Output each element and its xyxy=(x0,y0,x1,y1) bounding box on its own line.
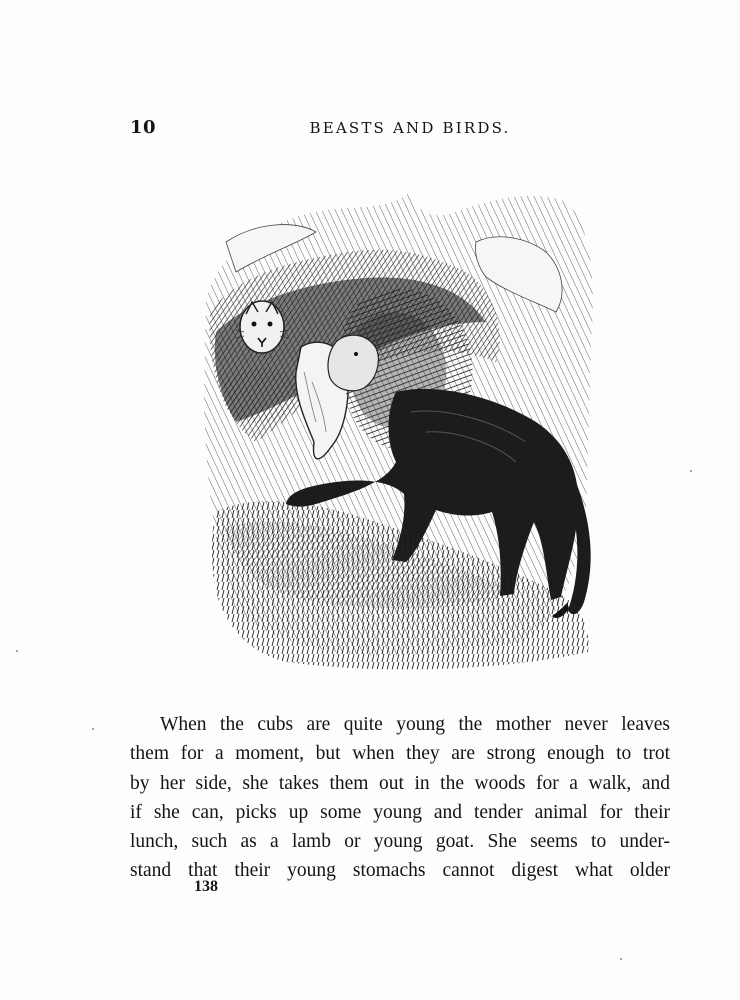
paper-speck xyxy=(16,650,18,652)
text-line: them for a moment, but when they are strong enough to trot xyxy=(130,743,670,765)
paper-speck xyxy=(92,728,94,730)
text-line: stand that their young stomachs cannot digest what older xyxy=(130,860,670,882)
paper-speck xyxy=(620,958,622,960)
text-line: lunch, such as a lamb or young goat. She seems to under- xyxy=(130,831,670,853)
paper-speck xyxy=(690,470,692,472)
page-number: 10 xyxy=(130,117,157,138)
lion-engraving-icon xyxy=(196,182,600,680)
signature-mark: 138 xyxy=(194,878,218,895)
text-line: if she can, picks up some young and tender animal for their xyxy=(130,801,670,823)
text-line: by her side, she takes them out in the woods for a walk, and xyxy=(130,772,670,794)
body-paragraph xyxy=(130,710,670,886)
running-title: BEASTS AND BIRDS. xyxy=(309,119,511,137)
text-line: When the cubs are quite young the mother never leaves xyxy=(160,714,670,735)
